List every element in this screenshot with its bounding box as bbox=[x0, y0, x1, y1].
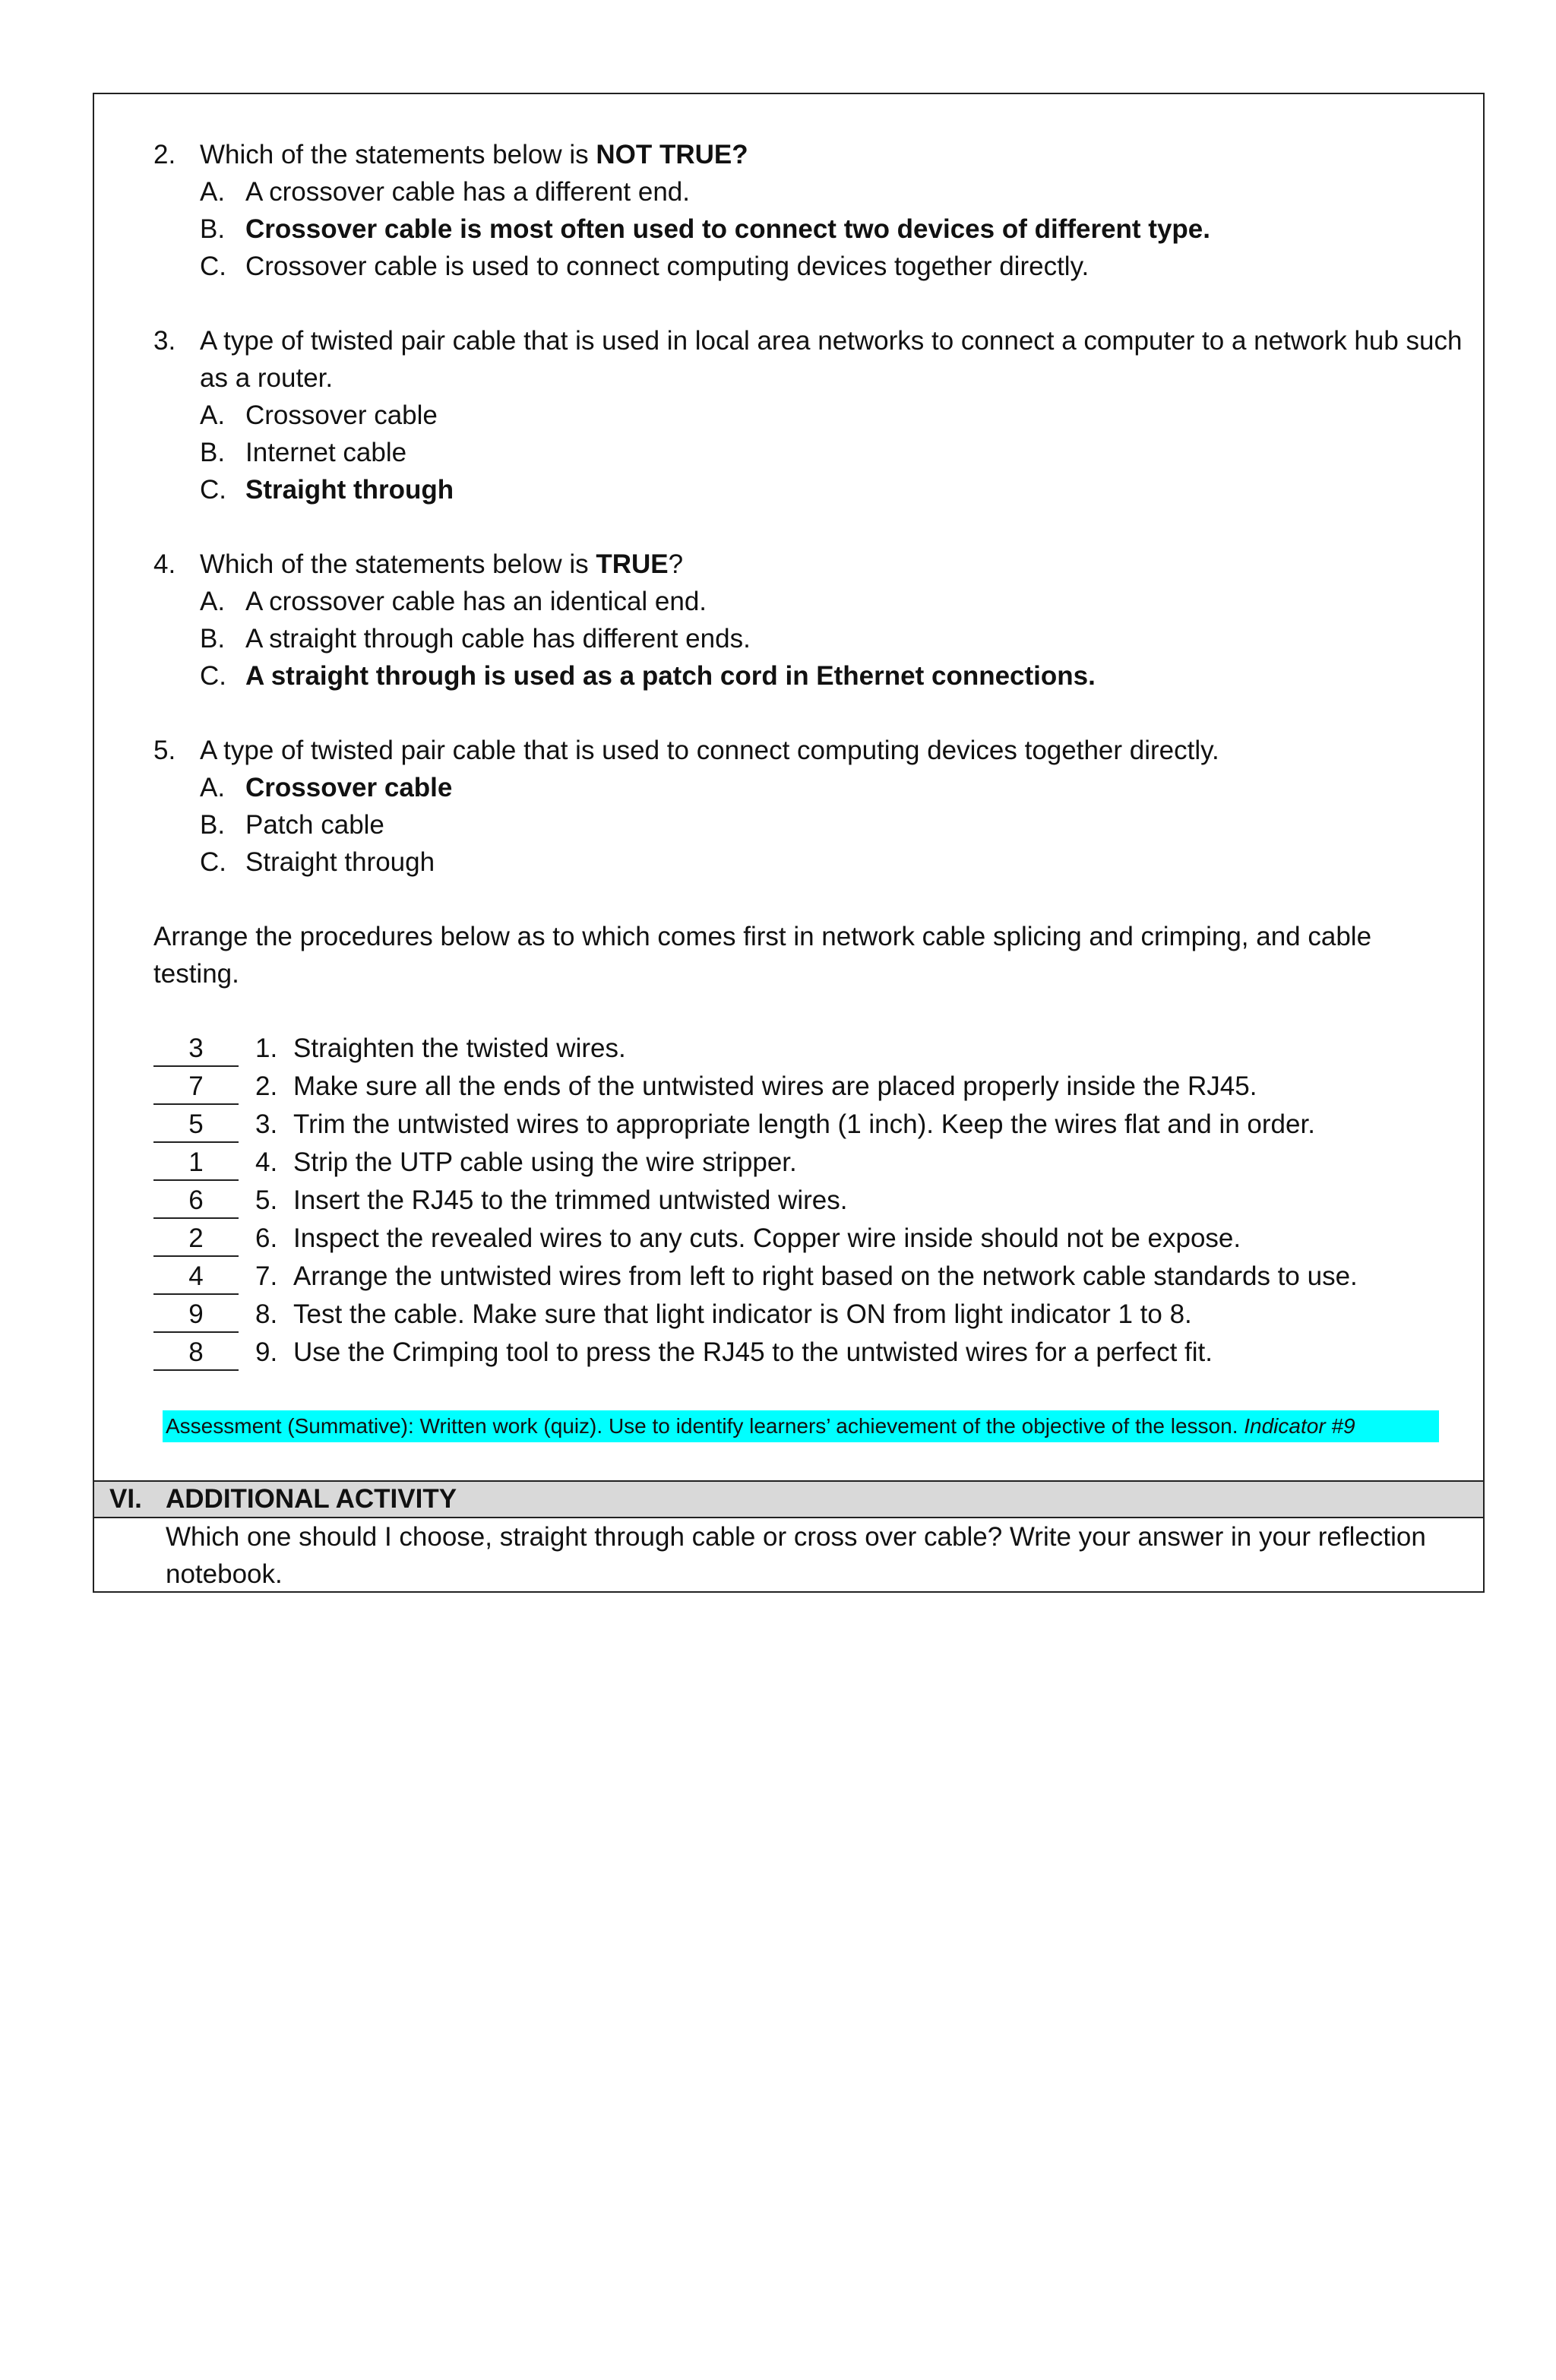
step-row: 6 5. Insert the RJ45 to the trimmed untwisted wires. bbox=[153, 1182, 1460, 1219]
answer-blank[interactable]: 3 bbox=[153, 1030, 239, 1067]
question-text: A type of twisted pair cable that is used in local area networks to connect a computer to a network hub such as a router. bbox=[200, 326, 1463, 393]
additional-activity-text: Which one should I choose, straight through cable or cross over cable? Write your answer in your reflection notebook. bbox=[166, 1522, 1426, 1589]
step-row: 4 7. Arrange the untwisted wires from left to right based on the network cable standards to use. bbox=[153, 1258, 1460, 1295]
assessment-note: Assessment (Summative): Written work (quiz). Use to identify learners’ achievement of the objective of the lesson. Indicator #9 bbox=[163, 1410, 1439, 1442]
step-row: 7 2. Make sure all the ends of the untwisted wires are placed properly inside the RJ45. bbox=[153, 1068, 1460, 1105]
arrange-instructions: Arrange the procedures below as to which comes first in network cable splicing and crimping, and cable testing. bbox=[153, 922, 1372, 989]
answer-blank[interactable]: 5 bbox=[153, 1106, 239, 1143]
step-row: 9 8. Test the cable. Make sure that light indicator is ON from light indicator 1 to 8. bbox=[153, 1296, 1460, 1333]
section-title: ADDITIONAL ACTIVITY bbox=[166, 1484, 457, 1514]
indicator-label: Indicator #9 bbox=[1244, 1414, 1355, 1438]
document-frame: 2. Which of the statements below is NOT TRUE? A. A crossover cable has a different end. B. Crossover cable is most often used to connect two devices of different type. C. Crossover cable is used to connect computing devices together directly. 3. A type of twisted pair cable that is used in local area networks to connect a computer to a network hub such as a router. A. Crossover cable B. Internet cable C. Straight through 4. Which of the statements below is TRUE? A. A crossover cable has an identical end. B. A straight through cable has different ends. C. A straight through is used as a patch cord in Ethernet connections. 5. A type of twisted pair cable that is used to connect computing devices together directly. A. Crossover cable B. Patch cable C. Straight through Arrange the procedures below as to which comes first in network cable splicing and crimping, and cable testing. 3 1. Straighten the twisted wires. 7 2. Make sure all the ends of the untwisted wires are placed properly inside the RJ45. 5 3. Trim the untwisted wires to appropriate length (1 inch). Keep the wires flat and in order. 1 4. Strip the UTP cable using the wire stripper. 6 5. Insert the RJ45 to the trimmed untwisted wires. 2 6. Inspect the revealed wires to any cuts. Copper wire inside should not be expose. 4 7. Arrange the untwisted wires from left to right based on the network cable standards to use. 9 8. Test the cable. Make sure that light indicator is ON from light indicator 1 to 8. 8 9. Use the Crimping tool to press the RJ45 to the untwisted wires for a perfect fit. Assessment (Summative): Written work (quiz). Use to identify learners’ achievement of the objective of the lesson. Indicator #9 VI. ADDITIONAL ACTIVITY Which one should I choose, straight through cable or cross over cable? Write your answer in your reflection notebook. bbox=[93, 93, 1485, 1593]
answer-blank[interactable]: 8 bbox=[153, 1334, 239, 1371]
step-row: 8 9. Use the Crimping tool to press the RJ45 to the untwisted wires for a perfect fit. bbox=[153, 1334, 1460, 1371]
question-number: 3. bbox=[153, 326, 176, 356]
question-text: Which of the statements below is TRUE? bbox=[200, 549, 684, 579]
step-row: 1 4. Strip the UTP cable using the wire stripper. bbox=[153, 1144, 1460, 1181]
step-row: 2 6. Inspect the revealed wires to any cuts. Copper wire inside should not be expose. bbox=[153, 1220, 1460, 1257]
question-text: Which of the statements below is NOT TRUE? bbox=[200, 140, 748, 169]
answer-blank[interactable]: 1 bbox=[153, 1144, 239, 1181]
section-number: VI. bbox=[109, 1484, 142, 1514]
answer-blank[interactable]: 2 bbox=[153, 1220, 239, 1257]
question-number: 4. bbox=[153, 549, 176, 579]
step-row: 5 3. Trim the untwisted wires to appropriate length (1 inch). Keep the wires flat and in order. bbox=[153, 1106, 1460, 1143]
question-text: A type of twisted pair cable that is used to connect computing devices together directly. bbox=[200, 736, 1219, 765]
answer-blank[interactable]: 6 bbox=[153, 1182, 239, 1219]
answer-blank[interactable]: 9 bbox=[153, 1296, 239, 1333]
section-header bbox=[94, 1480, 1483, 1518]
answer-blank[interactable]: 7 bbox=[153, 1068, 239, 1105]
step-row: 3 1. Straighten the twisted wires. bbox=[153, 1030, 1460, 1067]
question-number: 5. bbox=[153, 736, 176, 765]
answer-blank[interactable]: 4 bbox=[153, 1258, 239, 1295]
question-number: 2. bbox=[153, 140, 176, 169]
